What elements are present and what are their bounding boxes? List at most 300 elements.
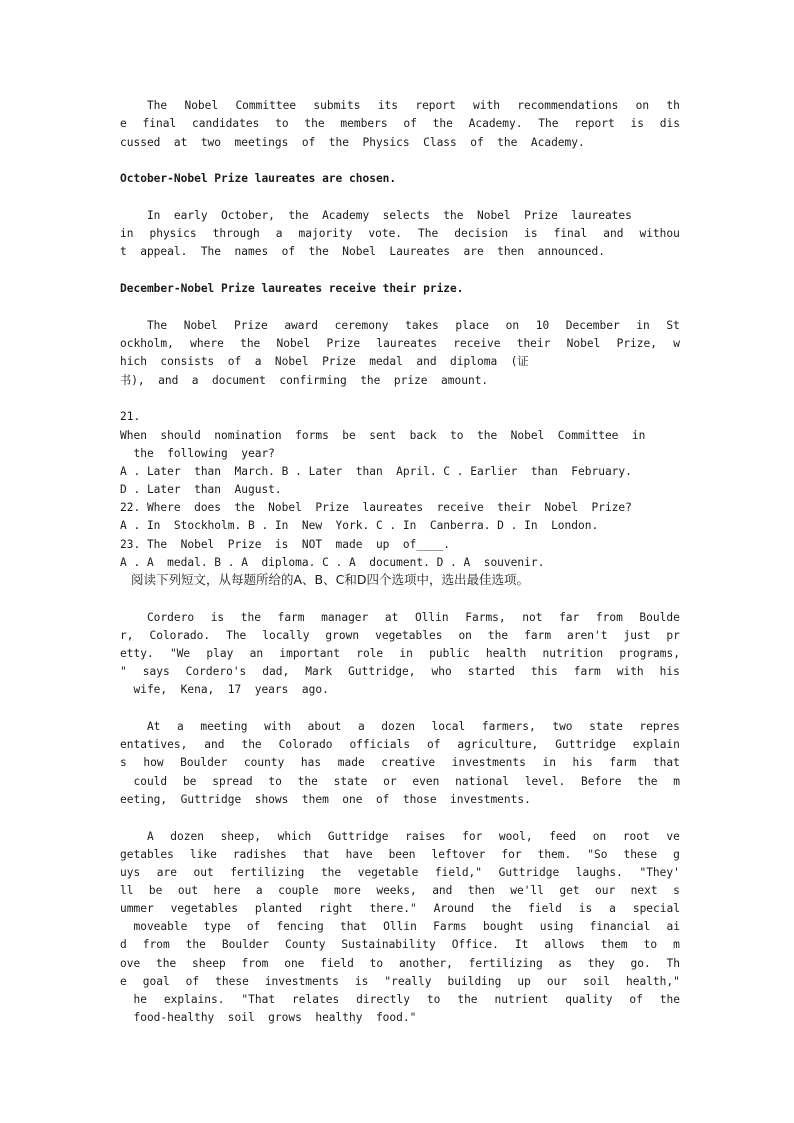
word: farm xyxy=(524,629,552,642)
word: " xyxy=(120,665,127,678)
word: been xyxy=(388,848,416,861)
word: to xyxy=(643,938,658,951)
word: award xyxy=(284,319,318,332)
word: getables xyxy=(120,848,174,861)
word: explain xyxy=(632,738,680,751)
word: decision xyxy=(454,227,509,240)
word: Prize xyxy=(326,337,361,350)
word: Farms xyxy=(433,920,467,933)
word: out xyxy=(193,866,214,879)
word: in xyxy=(636,319,650,332)
word: dozen xyxy=(381,720,415,733)
word: physics xyxy=(149,227,197,240)
word: couple xyxy=(278,884,319,897)
word: ve xyxy=(666,830,680,843)
word: ai xyxy=(666,920,680,933)
word: s xyxy=(673,884,680,897)
word: his xyxy=(659,665,680,678)
word: vegetable xyxy=(357,866,419,879)
para5-line-1 xyxy=(120,718,680,736)
word: majority xyxy=(298,227,353,240)
q21-options-line-1: A . Later than March. B . Later than April. C . Earlier than February. xyxy=(120,465,632,478)
word: of xyxy=(403,117,417,130)
word: in xyxy=(542,756,556,769)
word: takes xyxy=(405,319,439,332)
para6-line-4 xyxy=(120,882,680,900)
word: from xyxy=(241,957,269,970)
word: this xyxy=(530,665,558,678)
para6-line-8 xyxy=(120,955,680,973)
word: fertilizing xyxy=(468,957,543,970)
word: of xyxy=(185,975,200,988)
word: Guttridge xyxy=(327,830,389,843)
word: receive xyxy=(453,337,501,350)
word: not xyxy=(522,611,543,624)
word: is xyxy=(524,227,538,240)
word: moveable xyxy=(120,920,188,933)
word: far xyxy=(559,611,580,624)
word: Nobel xyxy=(566,337,601,350)
word: with xyxy=(473,99,500,112)
word: our xyxy=(595,884,616,897)
word: "really xyxy=(384,975,432,988)
word: members xyxy=(340,117,388,130)
word: withou xyxy=(639,227,680,240)
word: soil xyxy=(583,975,610,988)
word: It xyxy=(514,938,529,951)
word: role xyxy=(356,647,384,660)
word: Guttridge, xyxy=(348,665,416,678)
word: field xyxy=(320,957,354,970)
word: a xyxy=(275,227,283,240)
word: how xyxy=(143,756,164,769)
q22-options: A . In Stockholm. B . In New York. C . In Canberra. D . In London. xyxy=(120,519,599,532)
word: investments xyxy=(451,756,526,769)
word: Nobel xyxy=(183,319,218,332)
para5-line-3 xyxy=(120,754,680,772)
word: Boulder xyxy=(180,756,228,769)
word: a xyxy=(255,884,263,897)
word: dozen xyxy=(170,830,204,843)
word: g xyxy=(673,848,680,861)
para6-line-9 xyxy=(120,973,680,991)
word: about xyxy=(307,720,342,733)
word: farm xyxy=(573,665,601,678)
word: nutrient xyxy=(494,993,549,1006)
word: Cordero xyxy=(120,611,195,624)
word: an xyxy=(249,647,264,660)
word: ummer xyxy=(120,902,154,915)
word: w xyxy=(673,337,680,350)
word: these xyxy=(623,848,658,861)
para1-line-2 xyxy=(120,115,680,133)
word: "So xyxy=(587,848,608,861)
word: ove xyxy=(120,957,141,970)
word: wool, xyxy=(498,830,533,843)
word: are xyxy=(156,866,177,879)
para6-line-3 xyxy=(120,864,680,882)
word: on xyxy=(592,830,607,843)
word: Ollin xyxy=(414,611,449,624)
word: that xyxy=(652,756,680,769)
word: root xyxy=(622,830,650,843)
word: e xyxy=(120,117,127,130)
word: have xyxy=(345,848,373,861)
word: 10 xyxy=(535,319,550,332)
word: nutrition xyxy=(542,647,604,660)
word: ockholm, xyxy=(120,337,174,350)
word: etty. xyxy=(120,647,154,660)
word: next xyxy=(630,884,658,897)
word: level. xyxy=(524,775,566,788)
word: Guttridge xyxy=(555,738,616,751)
reading-instruction: 阅读下列短文，从每题所给的A、B、C和D四个选项中，选出最佳选项。 xyxy=(131,572,529,587)
para4-line-4 xyxy=(120,663,680,681)
word: grown xyxy=(325,629,360,642)
word: and xyxy=(432,884,453,897)
word: on xyxy=(505,319,520,332)
word: raises xyxy=(405,830,446,843)
word: state xyxy=(333,775,368,788)
word: and xyxy=(204,738,225,751)
word: The xyxy=(538,117,559,130)
word: "That xyxy=(241,993,276,1006)
heading-october: October-Nobel Prize laureates are chosen. xyxy=(120,172,397,185)
word: pr xyxy=(666,629,680,642)
word: Th xyxy=(666,957,680,970)
word: Nobel xyxy=(184,99,219,112)
word: of xyxy=(629,993,643,1006)
word: the xyxy=(320,866,342,879)
word: m xyxy=(673,775,680,788)
word: the xyxy=(241,738,262,751)
word: Prize, xyxy=(616,337,657,350)
word: at xyxy=(384,611,399,624)
word: which xyxy=(277,830,312,843)
word: the xyxy=(297,775,318,788)
word: where xyxy=(190,337,224,350)
word: building xyxy=(447,975,502,988)
word: them xyxy=(600,938,628,951)
q21-stem-line-2: the following year? xyxy=(120,447,275,460)
word: health xyxy=(485,647,527,660)
para5-line-4 xyxy=(120,773,680,791)
para4-line-1 xyxy=(120,609,680,627)
para2-line-2 xyxy=(120,225,680,243)
word: to xyxy=(426,993,441,1006)
word: made xyxy=(337,756,365,769)
word: play xyxy=(206,647,234,660)
word: r, xyxy=(120,629,134,642)
word: these xyxy=(215,975,249,988)
word: up xyxy=(517,975,531,988)
word: there." xyxy=(369,902,417,915)
word: Colorado xyxy=(278,738,333,751)
word: creative xyxy=(381,756,436,769)
word: public xyxy=(429,647,470,660)
word: The xyxy=(120,99,168,112)
para4-line-5: wife, Kena, 17 years ago. xyxy=(120,683,329,696)
word: the xyxy=(487,629,509,642)
word: the xyxy=(240,337,261,350)
word: one xyxy=(284,957,305,970)
word: farmers, xyxy=(481,720,536,733)
word: leftover xyxy=(431,848,486,861)
word: to xyxy=(268,775,282,788)
para3-line-3: hich consists of a Nobel Prize medal and diploma (证 xyxy=(120,355,529,368)
word: the xyxy=(637,775,658,788)
word: Colorado. xyxy=(149,629,211,642)
para1-line-1 xyxy=(120,97,680,115)
para2-line-3: t appeal. The names of the Nobel Laureates are then announced. xyxy=(120,245,605,258)
word: for xyxy=(501,848,522,861)
word: recommendations xyxy=(517,99,619,112)
word: vegetables xyxy=(375,629,443,642)
word: from xyxy=(142,938,170,951)
word: feed xyxy=(549,830,577,843)
word: more xyxy=(333,884,361,897)
word: of xyxy=(246,920,261,933)
word: Before xyxy=(581,775,622,788)
word: the xyxy=(240,611,261,624)
word: bought xyxy=(483,920,524,933)
word: be xyxy=(182,775,197,788)
word: special xyxy=(632,902,680,915)
word: vegetables xyxy=(170,902,238,915)
word: place xyxy=(455,319,490,332)
word: go. xyxy=(630,957,651,970)
word: A xyxy=(120,830,154,843)
word: relates xyxy=(292,993,340,1006)
word: to xyxy=(369,957,384,970)
word: their xyxy=(516,337,551,350)
word: fertilizing xyxy=(230,866,305,879)
word: The xyxy=(226,629,247,642)
word: sheep xyxy=(192,957,226,970)
word: farm xyxy=(609,756,637,769)
word: farm xyxy=(277,611,305,624)
para3-line-1 xyxy=(120,317,680,335)
word: manager xyxy=(321,611,369,624)
word: Around xyxy=(433,902,475,915)
para6-line-2 xyxy=(120,846,680,864)
word: that xyxy=(302,848,330,861)
word: them. xyxy=(537,848,572,861)
word: is xyxy=(630,117,644,130)
word: says xyxy=(142,665,170,678)
word: candidates xyxy=(192,117,260,130)
word: Cordero's xyxy=(185,665,247,678)
word: Farms, xyxy=(465,611,506,624)
word: just xyxy=(623,629,651,642)
word: Ollin xyxy=(383,920,417,933)
word: entatives, xyxy=(120,738,188,751)
q22-stem: 22. Where does the Nobel Prize laureates receive their Nobel Prize? xyxy=(120,501,632,514)
word: The xyxy=(120,319,168,332)
word: County xyxy=(285,938,326,951)
q21-options-line-2: D . Later than August. xyxy=(120,483,282,496)
word: that xyxy=(339,920,367,933)
word: final xyxy=(553,227,588,240)
word: national xyxy=(455,775,510,788)
word: d xyxy=(120,938,127,951)
word: e xyxy=(120,975,127,988)
word: health," xyxy=(625,975,680,988)
word: report xyxy=(415,99,456,112)
word: in xyxy=(120,227,134,240)
word: Nobel xyxy=(276,337,311,350)
word: s xyxy=(120,756,127,769)
word: th xyxy=(666,99,680,112)
word: field xyxy=(528,902,562,915)
word: its xyxy=(377,99,399,112)
word: our xyxy=(546,975,568,988)
para5-line-5: eeting, Guttridge shows them one of those investments. xyxy=(120,793,531,806)
word: to xyxy=(275,117,289,130)
word: has xyxy=(300,756,322,769)
word: state xyxy=(589,720,623,733)
word: from xyxy=(595,611,623,624)
word: m xyxy=(673,938,680,951)
word: Guttridge xyxy=(498,866,560,879)
word: out xyxy=(177,884,199,897)
word: spread xyxy=(212,775,253,788)
word: dis xyxy=(659,117,680,130)
para4-line-3 xyxy=(120,645,680,663)
word: agriculture, xyxy=(457,738,539,751)
word: the xyxy=(304,117,325,130)
word: radishes xyxy=(232,848,287,861)
word: be xyxy=(148,884,163,897)
word: Academy. xyxy=(468,117,523,130)
word: weeks, xyxy=(376,884,417,897)
word: or xyxy=(383,775,397,788)
word: Mark xyxy=(305,665,333,678)
word: the xyxy=(457,993,478,1006)
word: investments xyxy=(264,975,339,988)
word: who xyxy=(431,665,452,678)
word: local xyxy=(431,720,466,733)
word: report xyxy=(574,117,615,130)
word: dad, xyxy=(262,665,290,678)
word: of xyxy=(427,738,441,751)
word: then xyxy=(467,884,495,897)
word: laughs. xyxy=(575,866,623,879)
word: with xyxy=(264,720,292,733)
word: for xyxy=(462,830,483,843)
word: another, xyxy=(398,957,453,970)
word: December xyxy=(565,319,620,332)
para1-line-3: cussed at two meetings of the Physics Class of the Academy. xyxy=(120,136,585,149)
para6-line-6 xyxy=(120,918,680,936)
q21-stem-line-1: When should nomination forms be sent back to the Nobel Committee in xyxy=(120,429,646,442)
word: is xyxy=(210,611,225,624)
word: "We xyxy=(169,647,191,660)
word: At xyxy=(120,720,161,733)
word: important xyxy=(279,647,340,660)
word: Sustainability xyxy=(341,938,436,951)
word: the xyxy=(185,938,206,951)
word: started xyxy=(467,665,515,678)
word: St xyxy=(666,319,680,332)
para3-line-2 xyxy=(120,335,680,353)
word: Boulder xyxy=(221,938,270,951)
word: the xyxy=(432,117,453,130)
q23-options: A . A medal. B . A diploma. C . A document. D . A souvenir. xyxy=(120,556,545,569)
word: the xyxy=(156,957,177,970)
word: they xyxy=(587,957,615,970)
word: allows xyxy=(544,938,585,951)
word: even xyxy=(412,775,440,788)
word: a xyxy=(357,720,365,733)
word: locally xyxy=(262,629,310,642)
word: could xyxy=(120,775,168,788)
word: and xyxy=(603,227,624,240)
para5-line-2 xyxy=(120,736,680,754)
word: Office. xyxy=(451,938,499,951)
word: submits xyxy=(313,99,361,112)
word: county xyxy=(243,756,285,769)
word: using xyxy=(539,920,574,933)
word: in xyxy=(399,647,413,660)
word: his xyxy=(572,756,593,769)
word: meeting xyxy=(200,720,248,733)
word: Committee xyxy=(235,99,297,112)
word: field," xyxy=(434,866,483,879)
word: Prize xyxy=(234,319,268,332)
para6-line-11: food-healthy soil grows healthy food." xyxy=(120,1011,417,1024)
word: officials xyxy=(349,738,411,751)
word: we'll xyxy=(510,884,544,897)
heading-december: December-Nobel Prize laureates receive their prize. xyxy=(120,282,464,295)
para4-line-2 xyxy=(120,627,680,645)
word: on xyxy=(635,99,650,112)
word: two xyxy=(552,720,573,733)
word: repres xyxy=(639,720,680,733)
word: uys xyxy=(120,866,141,879)
word: he xyxy=(120,993,147,1006)
para6-line-7 xyxy=(120,936,680,954)
word: Boulde xyxy=(639,611,680,624)
word: ll xyxy=(120,884,134,897)
word: aren't xyxy=(567,629,608,642)
word: final xyxy=(142,117,177,130)
word: a xyxy=(177,720,184,733)
para6-line-5 xyxy=(120,900,680,918)
word: ceremony xyxy=(334,319,389,332)
word: is xyxy=(354,975,369,988)
word: a xyxy=(609,902,616,915)
para3-line-4: 书), and a document confirming the prize amount. xyxy=(120,374,489,387)
para6-line-1 xyxy=(120,828,680,846)
word: programs, xyxy=(619,647,680,660)
para2-line-1: In early October, the Academy selects the Nobel Prize laureates xyxy=(120,209,632,222)
word: like xyxy=(189,848,217,861)
word: type xyxy=(203,920,231,933)
word: goal xyxy=(142,975,170,988)
word: on xyxy=(458,629,472,642)
word: laureates xyxy=(376,337,438,350)
word: through xyxy=(212,227,260,240)
word: financial xyxy=(589,920,651,933)
word: The xyxy=(418,227,439,240)
word: quality xyxy=(565,993,613,1006)
word: as xyxy=(558,957,572,970)
word: with xyxy=(616,665,644,678)
word: planted xyxy=(254,902,303,915)
word: fencing xyxy=(276,920,324,933)
word: sheep, xyxy=(220,830,261,843)
